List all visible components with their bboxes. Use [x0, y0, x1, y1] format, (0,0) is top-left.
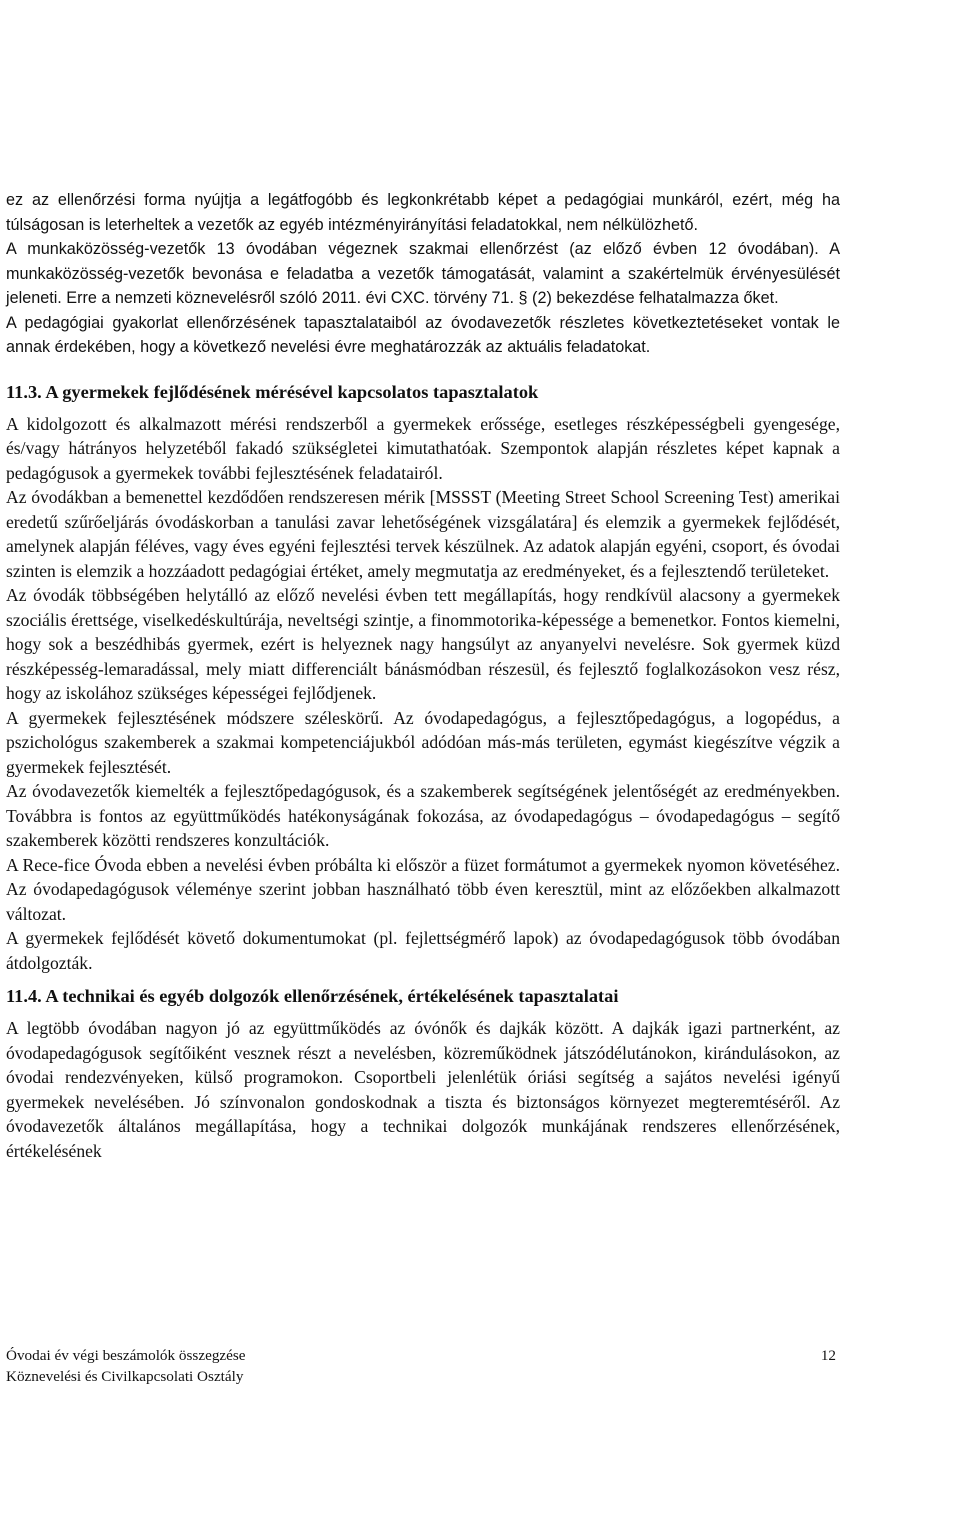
- page-body: [6, 188, 840, 1163]
- section-heading-11-4: 11.4. A technikai és egyéb dolgozók ellenőrzésének, értékelésének tapasztalatai: [6, 986, 619, 1006]
- paragraph: A gyermekek fejlesztésének módszere széleskörű. Az óvodapedagógus, a fejlesztőpedagógus, a logopédus, a pszichológus szakemberek a szakmai kompetenciájukból adódóan más-más területen, egymást kiegészítve végzik a gyermekek fejlesztését.: [6, 707, 840, 777]
- paragraph: A pedagógiai gyakorlat ellenőrzésének tapasztalataiból az óvodavezetők részletes következtetéseket vontak le annak érdekében, hogy a következő nevelési évre meghatározzák az aktuális feladatokat.: [6, 313, 840, 356]
- paragraph: A kidolgozott és alkalmazott mérési rendszerből a gyermekek erőssége, esetleges részképességbeli gyengesége, és/vagy hátrányos helyzetéből fakadó szükségletei kimutathatóak. Szempontok alapján részletes képet kapnak a pedagógusok a gyermekek további fejlesztésének feladatairól.: [6, 413, 840, 483]
- paragraph: ez az ellenőrzési forma nyújtja a legátfogóbb és legkonkrétabb képet a pedagógiai munkáról, ezért, még ha túlságosan is leterheltek a vezetők az egyéb intézményirányítási feladatokkal, nem nélkülözhető.: [6, 191, 840, 234]
- paragraph: Az óvodákban a bemenettel kezdődően rendszeresen mérik [MSSST (Meeting Street School Screening Test) amerikai eredetű szűrőeljárás óvodáskorban a tanulási zavar lehetőségének vizsgálatára] és elemzik a gyermekek fejlődését, amelynek alapján féléves, vagy éves egyéni fejlesztési tervek készülnek. Az adatok alapján egyéni, csoport, és óvodai szinten is elemzik a hozzáadott pedagógiai értéket, amely megmutatja az eredményeket, és a fejlesztendő területeket.: [6, 487, 840, 581]
- page-footer: [6, 1345, 836, 1387]
- paragraph: Az óvodavezetők kiemelték a fejlesztőpedagógusok, és a szakemberek segítségének jelentőségét az eredményekben. Továbbra is fontos az együttműködés hatékonyságának fokozása, az óvodapedagógus – óvodapedagógus – segítő szakemberek közötti rendszeres konzultációk.: [6, 781, 840, 850]
- paragraph: A Rece-fice Óvoda ebben a nevelési évben próbálta ki először a füzet formátumot a gyermekek nyomon követéséhez. Az óvodapedagógusok véleménye szerint jobban használható több éven keresztül, mint az előzőekben alkalmazott változat.: [6, 854, 840, 924]
- footer-department: Köznevelési és Civilkapcsolati Osztály: [6, 1368, 244, 1385]
- paragraph: A gyermekek fejlődését követő dokumentumokat (pl. fejlettségmérő lapok) az óvodapedagógusok több óvodában átdolgozták.: [6, 928, 840, 973]
- paragraph: Az óvodák többségében helytálló az előző nevelési évben tett megállapítás, hogy rendkívül alacsony a gyermekek szociális érettsége, viselkedéskultúrája, neveltségi szintje, a finommotorika-képessége a bemenetkor. Fontos kiemelni, hogy sok a beszédhibás gyermek, ezért is helyeznek nagy hangsúlyt az anyanyelvi nevelésre. Sok gyermek küzd részképesség-lemaradással, mely miatt differenciált bánásmódban részesül, és fejlesztő foglalkozásokon vesz rész, hogy az iskolához szükséges képességei fejlődjenek.: [6, 585, 840, 703]
- paragraph: A munkaközösség-vezetők 13 óvodában végeznek szakmai ellenőrzést (az előző évben 12 óvodában). A munkaközösség-vezetők bevonása e feladatba a vezetők támogatását, valamint a szakértelmük érvényesülését jeleneti. Erre a nemzeti köznevelésről szóló 2011. évi CXC. törvény 71. § (2) bekezdése felhatalmazza őket.: [6, 240, 840, 307]
- footer-row: [6, 1345, 836, 1366]
- page-number: 12: [820, 1347, 836, 1364]
- footer-doc-title: Óvodai év végi beszámolók összegzése: [6, 1347, 246, 1364]
- section-heading-11-3: 11.3. A gyermekek fejlődésének mérésével kapcsolatos tapasztalatok: [6, 381, 539, 402]
- paragraph: A legtöbb óvodában nagyon jó az együttműködés az óvónők és dajkák között. A dajkák igazi partnerként, az óvodapedagógusok segítőiként vesznek részt a nevelésben, közreműködnek játszódélutánokon, kirándulásokon, az óvodai rendezvényeken, külső programokon. Csoportbeli jelenlétük óriási segítség a sajátos nevelési igényű gyermekek nevelésében. Jó színvonalon gondoskodnak a tiszta és biztonságos környezet megteremtéséről. Az óvodavezetők általános megállapítása, hogy a technikai dolgozók munkájának rendszeres ellenőrzésének, értékelésének: [6, 1018, 840, 1161]
